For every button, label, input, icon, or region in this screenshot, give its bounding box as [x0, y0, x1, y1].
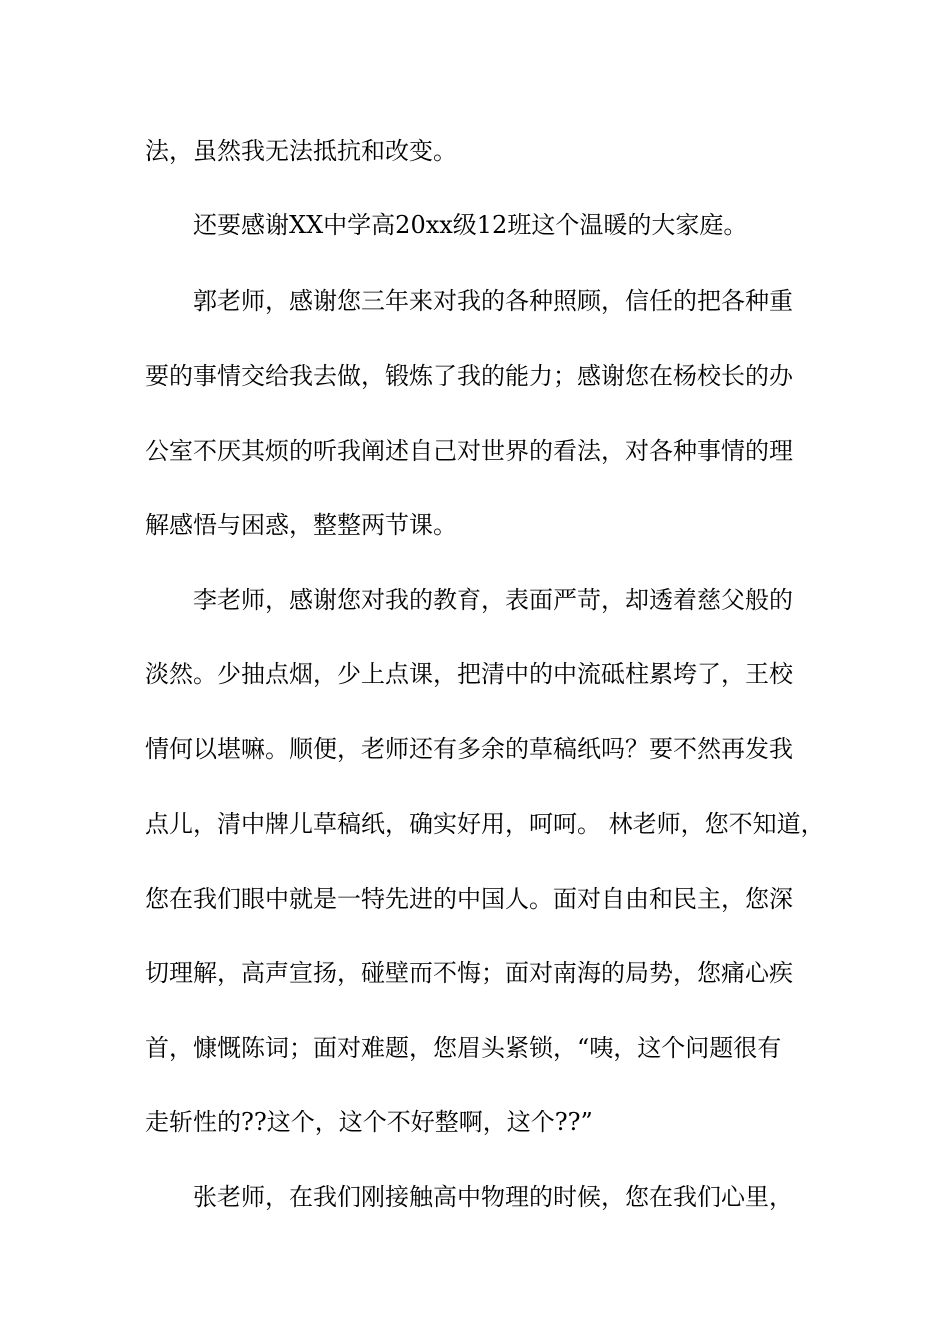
text-line-8: 淡然。少抽点烟，少上点课，把清中的中流砥柱累垮了，王校 — [145, 660, 793, 688]
paragraph-start-line-7: 李老师，感谢您对我的教育，表面严苛，却透着慈父般的 — [193, 586, 793, 614]
text-line-13: 首，慷慨陈词；面对难题，您眉头紧锁，“咦，这个问题很有 — [145, 1034, 782, 1062]
paragraph-start-line-3: 郭老师，感谢您三年来对我的各种照顾，信任的把各种重 — [193, 287, 793, 315]
text-line-5: 公室不厌其烦的听我阐述自己对世界的看法，对各种事情的理 — [145, 437, 793, 465]
text-line-1: 法，虽然我无法抵抗和改变。 — [145, 137, 457, 165]
text-line-6: 解感悟与困惑，整整两节课。 — [145, 511, 457, 539]
text-line-4: 要的事情交给我去做，锻炼了我的能力；感谢您在杨校长的办 — [145, 362, 793, 390]
text-line-11: 您在我们眼中就是一特先进的中国人。面对自由和民主，您深 — [145, 885, 793, 913]
paragraph-start-line-2: 还要感谢XX中学高20xx级12班这个温暖的大家庭。 — [193, 211, 748, 239]
text-line-12: 切理解，高声宣扬，碰壁而不悔；面对南海的局势，您痛心疾 — [145, 959, 793, 987]
text-line-10: 点儿，清中牌儿草稿纸，确实好用，呵呵。 林老师，您不知道， — [145, 810, 825, 838]
paragraph-start-line-15: 张老师，在我们刚接触高中物理的时候，您在我们心里， — [193, 1183, 793, 1211]
text-line-14: 走斩性的??这个，这个不好整啊，这个??” — [145, 1108, 593, 1136]
text-line-9: 情何以堪嘛。顺便，老师还有多余的草稿纸吗？要不然再发我 — [145, 735, 793, 763]
